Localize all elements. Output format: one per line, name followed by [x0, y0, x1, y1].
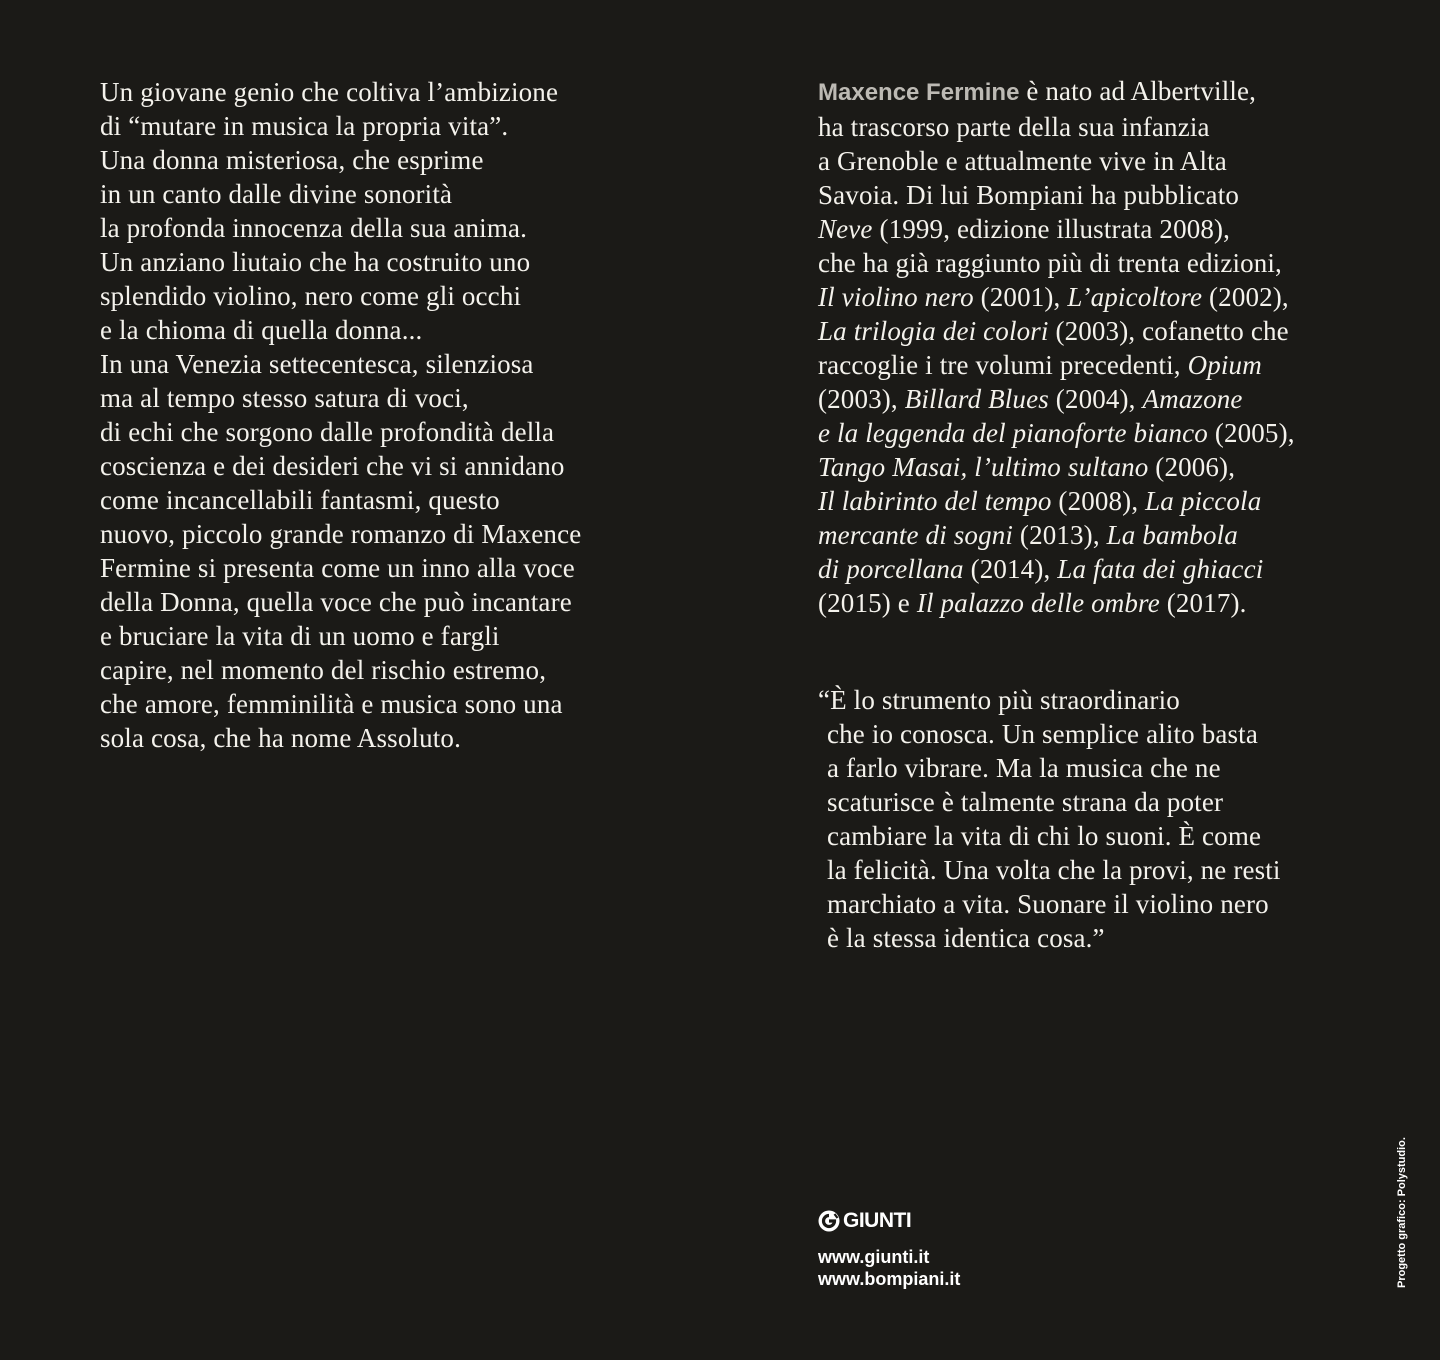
- synopsis-line: splendido violino, nero come gli occhi: [100, 281, 522, 311]
- book-title: Opium: [1187, 350, 1262, 380]
- bio-line: [818, 586, 1295, 620]
- synopsis-line: capire, nel momento del rischio estremo,: [100, 655, 547, 685]
- bio-line: [818, 314, 1295, 348]
- book-title: La fata dei ghiacci: [1057, 554, 1264, 584]
- synopsis-line: e bruciare la vita di un uomo e fargli: [100, 621, 500, 651]
- book-title: Amazone: [1142, 384, 1243, 414]
- giunti-website-link[interactable]: www.giunti.it: [818, 1247, 930, 1267]
- synopsis-line: Fermine si presenta come un inno alla voce: [100, 553, 575, 583]
- synopsis-line: di “mutare in musica la propria vita”.: [100, 111, 509, 141]
- book-title: mercante di sogni: [818, 520, 1014, 550]
- synopsis-line: come incancellabili fantasmi, questo: [100, 485, 500, 515]
- bio-line: [818, 212, 1295, 246]
- design-credit: Progetto grafico: Polystudio.: [1396, 1137, 1408, 1288]
- bio-line: [818, 246, 1295, 280]
- synopsis-line: che amore, femminilità e musica sono una: [100, 689, 563, 719]
- synopsis-line: Una donna misteriosa, che esprime: [100, 145, 484, 175]
- bio-line: [818, 178, 1295, 212]
- bio-line: [818, 280, 1295, 314]
- quote-line: cambiare la vita di chi lo suoni. È come: [827, 821, 1262, 851]
- bio-line: [818, 144, 1295, 178]
- bio-segment: Savoia. Di lui Bompiani ha pubblicato: [818, 180, 1239, 210]
- bio-segment: (2008),: [1051, 486, 1146, 516]
- giunti-logo-icon: [818, 1210, 840, 1232]
- book-title: Tango Masai, l’ultimo sultano: [818, 452, 1149, 482]
- book-quote: [818, 683, 1281, 955]
- bio-segment: raccoglie i tre volumi precedenti,: [818, 350, 1188, 380]
- synopsis-line: coscienza e dei desideri che vi si annidano: [100, 451, 565, 481]
- book-title: L’apicoltore: [1067, 282, 1203, 312]
- synopsis-line: di echi che sorgono dalle profondità della: [100, 417, 555, 447]
- synopsis-line: ma al tempo stesso satura di voci,: [100, 383, 469, 413]
- bio-segment: (2015) e: [818, 588, 917, 618]
- synopsis-line: Un anziano liutaio che ha costruito uno: [100, 247, 531, 277]
- book-title: La bambola: [1106, 520, 1238, 550]
- quote-line: scaturisce è talmente strana da poter: [827, 787, 1224, 817]
- quote-line: la felicità. Una volta che la provi, ne resti: [827, 855, 1281, 885]
- bio-line: [818, 382, 1295, 416]
- quote-line: “È lo strumento più straordinario: [818, 685, 1180, 715]
- bio-line: [818, 110, 1295, 144]
- book-title: Billard Blues: [904, 384, 1049, 414]
- quote-line: marchiato a vita. Suonare il violino nero: [827, 889, 1269, 919]
- bio-line: [818, 348, 1295, 382]
- book-title: Neve: [818, 214, 873, 244]
- synopsis-line: la profonda innocenza della sua anima.: [100, 213, 528, 243]
- synopsis-line: e la chioma di quella donna...: [100, 315, 423, 345]
- synopsis-text: [100, 75, 581, 755]
- bio-segment: (1999, edizione illustrata 2008),: [872, 214, 1231, 244]
- publisher-urls: [818, 1246, 960, 1290]
- bio-segment: che ha già raggiunto più di trenta edizioni,: [818, 248, 1282, 278]
- bio-line: [818, 552, 1295, 586]
- bio-segment: (2003),: [818, 384, 905, 414]
- bio-segment: (2003), cofanetto che: [1048, 316, 1289, 346]
- bio-segment: ha trascorso parte della sua infanzia: [818, 112, 1210, 142]
- bio-segment: (2017).: [1159, 588, 1247, 618]
- bio-segment: è nato ad Albertville,: [1019, 76, 1257, 106]
- bio-line: [818, 416, 1295, 450]
- synopsis-line: Un giovane genio che coltiva l’ambizione: [100, 77, 559, 107]
- quote-line: a farlo vibrare. Ma la musica che ne: [827, 753, 1221, 783]
- book-title: Il violino nero: [818, 282, 974, 312]
- bio-segment: a Grenoble e attualmente vive in Alta: [818, 146, 1227, 176]
- bio-segment: (2014),: [963, 554, 1058, 584]
- book-title: e la leggenda del pianoforte bianco: [818, 418, 1208, 448]
- book-title: Il palazzo delle ombre: [916, 588, 1160, 618]
- bio-segment: (2001),: [973, 282, 1068, 312]
- bio-line: [818, 450, 1295, 484]
- book-title: La trilogia dei colori: [818, 316, 1049, 346]
- bio-segment: (2005),: [1207, 418, 1295, 448]
- book-title: Il labirinto del tempo: [818, 486, 1052, 516]
- bio-line: [818, 74, 1295, 110]
- bio-line: [818, 484, 1295, 518]
- book-title: di porcellana: [818, 554, 964, 584]
- book-title: La piccola: [1145, 486, 1262, 516]
- bompiani-website-link[interactable]: www.bompiani.it: [818, 1269, 961, 1289]
- quote-line: è la stessa identica cosa.”: [827, 923, 1105, 953]
- synopsis-line: in un canto dalle divine sonorità: [100, 179, 453, 209]
- synopsis-line: della Donna, quella voce che può incantare: [100, 587, 572, 617]
- synopsis-line: In una Venezia settecentesca, silenziosa: [100, 349, 534, 379]
- publisher-name: GIUNTI: [843, 1209, 912, 1232]
- bio-segment: (2006),: [1148, 452, 1236, 482]
- bio-segment: (2002),: [1202, 282, 1289, 312]
- bio-segment: (2013),: [1013, 520, 1107, 550]
- author-bio: [818, 74, 1295, 620]
- publisher-block: [818, 1208, 960, 1290]
- quote-line: che io conosca. Un semplice alito basta: [827, 719, 1258, 749]
- publisher-logo: [818, 1208, 960, 1234]
- bio-segment: (2004),: [1048, 384, 1143, 414]
- bio-line: [818, 518, 1295, 552]
- synopsis-line: nuovo, piccolo grande romanzo di Maxence: [100, 519, 582, 549]
- synopsis-line: sola cosa, che ha nome Assoluto.: [100, 723, 461, 753]
- author-name: Maxence Fermine: [818, 79, 1020, 106]
